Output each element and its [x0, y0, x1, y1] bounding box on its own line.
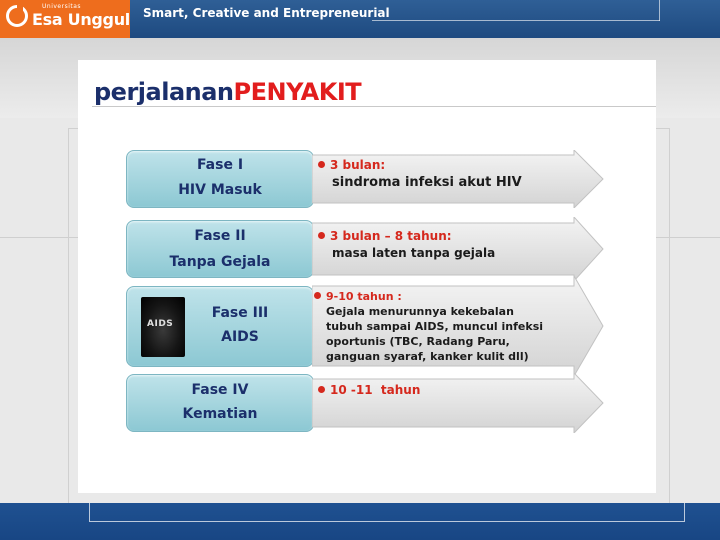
phase-subtitle: AIDS	[221, 329, 259, 345]
bullet-icon	[318, 232, 325, 239]
phase-duration	[318, 383, 420, 398]
phase-name: Fase IV	[191, 382, 249, 398]
slide-content	[78, 60, 656, 493]
aids-photo-label: AIDS	[147, 319, 174, 329]
footer-divider-vertical-left	[89, 503, 90, 522]
title-part-1: perjalanan	[94, 78, 234, 106]
phase-name: Fase III	[211, 305, 269, 321]
phase-subtitle: HIV Masuk	[178, 182, 262, 198]
phase-box-3	[126, 286, 314, 367]
title-part-2: PENYAKIT	[233, 78, 362, 106]
phase-subtitle: Kematian	[182, 406, 258, 422]
phase-description-line: tubuh sampai AIDS, muncul infeksi	[326, 320, 544, 333]
phase-arrow-2	[312, 217, 604, 281]
header-bar	[0, 0, 720, 38]
phase-description-line: oportunis (TBC, Radang Paru,	[326, 335, 510, 348]
phase-description-line: ganguan syaraf, kanker kulit dll)	[326, 350, 529, 363]
header-divider-vertical	[659, 0, 660, 21]
logo-small-text: Universitas	[42, 3, 82, 10]
phase-arrow-4	[312, 373, 604, 433]
title-underline	[92, 106, 656, 107]
phase-description-line: Gejala menurunnya kekebalan	[326, 305, 514, 318]
phase-arrow-1	[312, 150, 604, 208]
phase-name: Fase II	[194, 228, 246, 244]
phase-box-1	[126, 150, 314, 208]
footer-bar	[0, 503, 720, 540]
phase-subtitle: Tanpa Gejala	[169, 254, 271, 270]
phase-box-4	[126, 374, 314, 432]
bullet-icon	[318, 161, 325, 168]
footer-divider-vertical-right	[684, 503, 685, 522]
header-divider	[372, 20, 660, 21]
logo-emblem-icon	[6, 5, 28, 27]
phase-duration	[318, 158, 385, 173]
phase-description: masa laten tanpa gejala	[332, 246, 496, 260]
tagline: Smart, Creative and Entrepreneurial	[143, 6, 390, 20]
duration-text: 3 bulan – 8 tahun:	[330, 229, 452, 243]
logo-name: Esa Unggul	[32, 10, 130, 29]
duration-text: 10 -11 tahun	[330, 383, 421, 397]
footer-divider	[90, 521, 684, 522]
phase-box-2	[126, 220, 314, 278]
university-logo	[0, 0, 130, 38]
phase-duration	[314, 289, 402, 304]
slide-title	[94, 78, 361, 106]
phase-name: Fase I	[196, 157, 244, 173]
duration-text: 9-10 tahun :	[326, 290, 402, 303]
bullet-icon	[314, 292, 321, 299]
duration-text: 3 bulan:	[330, 158, 386, 172]
phase-duration	[318, 229, 452, 244]
bullet-icon	[318, 386, 325, 393]
phase-description: sindroma infeksi akut HIV	[332, 175, 522, 190]
phase-arrow-3	[312, 276, 604, 376]
